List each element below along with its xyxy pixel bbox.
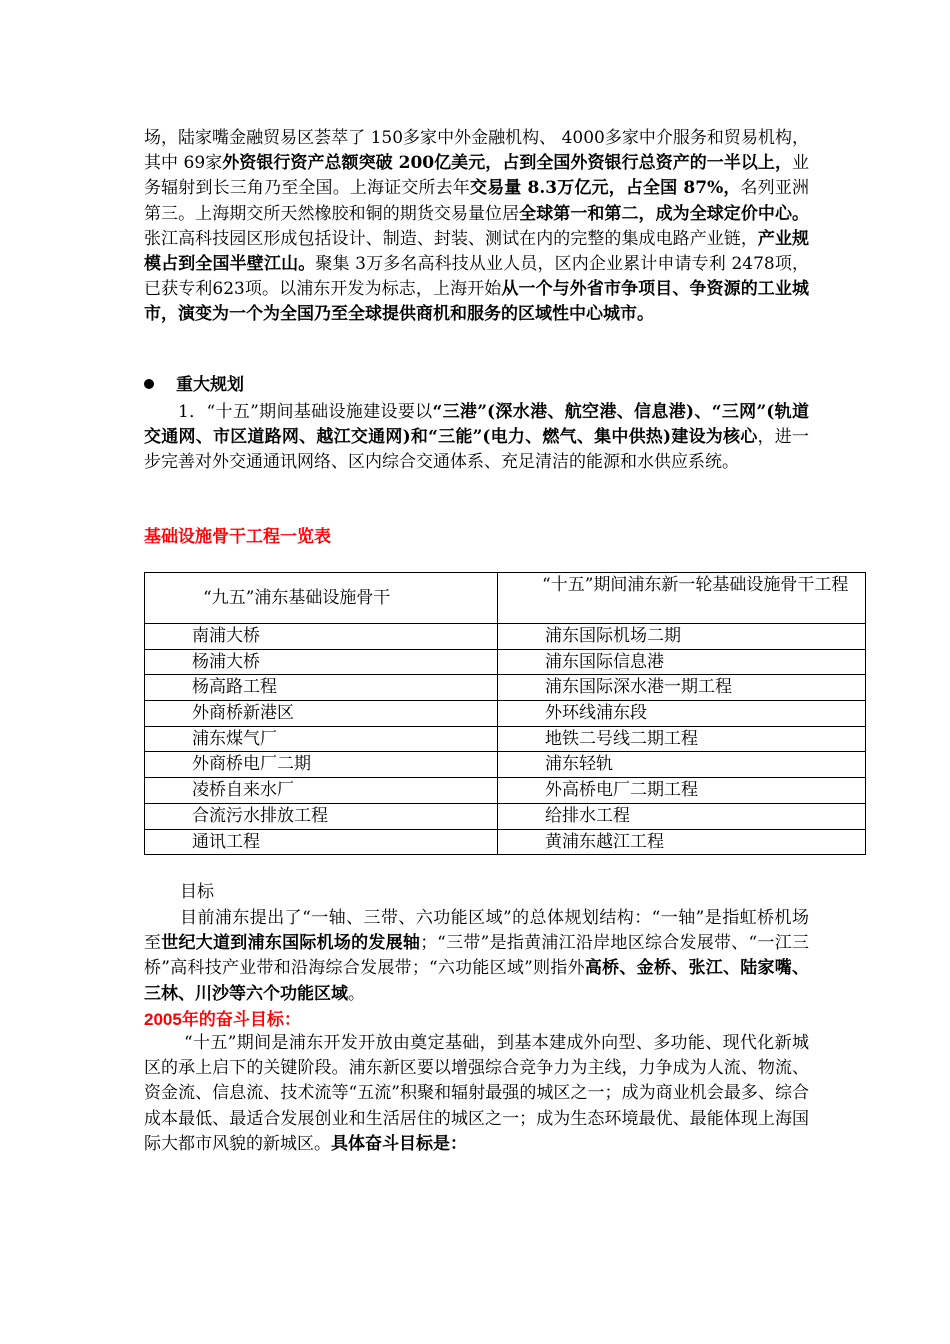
cell-tenth-plan-project: 浦东国际信息港 [498,649,866,675]
header-cell-tenth-plan: “十五”期间浦东新一轮基础设施骨干工程 [498,573,866,624]
table-row [145,752,866,778]
table-row [145,624,866,650]
text-run: 场，陆家嘴金融贸易区荟萃了 150多家中外金融机构、 4000多家中介服务和贸易机构，其中 69家 [144,128,809,174]
text-run: 目前浦东提出了“一轴、三带、六功能区域”的总体规划结构：“一轴”是指虹桥机场至 [144,908,809,954]
cell-ninth-plan-project: 合流污水排放工程 [145,803,498,829]
planning-heading-text: 重大规划 [176,375,244,395]
cell-ninth-plan-project: 杨浦大桥 [145,649,498,675]
cell-ninth-plan-project: 浦东煤气厂 [145,726,498,752]
bold-text-run: 高桥、金桥、张江、陆家嘴、三林、川沙等六个功能区域 [144,958,810,1004]
cell-tenth-plan-project: 浦东轻轨 [498,752,866,778]
table-row [145,726,866,752]
bullet-dot-icon [144,379,154,389]
cell-ninth-plan-project: 凌桥自来水厂 [145,778,498,804]
table-row [145,675,866,701]
bold-text-run: “三港”(深水港、航空港、信息港)、“三网”(轨道交通网、市区道路网、越江交通网)和“三能”(电力、燃气、集中供热)建设为核心 [144,402,809,448]
table-row [145,829,866,855]
text-run: ；“三带”是指黄浦江沿岸地区综合发展带、“一江三桥”高科技产业带和沿海综合发展带；“六功能区域”则指外 [144,933,810,979]
goal-paragraph [144,906,809,1007]
text-run: 张江高科技园区形成包括设计、制造、封装、测试在内的完整的集成电路产业链， [144,228,758,249]
goal-label: 目标 [180,882,214,902]
text-run: 聚集 3万多名高科技从业人员，区内企业累计申请专利 2478项，已获专利623项。以浦东开发为标志，上海开始 [144,254,810,300]
bold-text-run: 从一个与外省市争项目、争资源的工业城市，演变为一个为全国乃至全球提供商机和服务的区域性中心城市。 [144,279,810,325]
infrastructure-table [144,572,866,855]
target-2005-paragraph [144,1031,809,1157]
bold-text-run: 交易量 8.3万亿元，占全国 87%， [469,178,741,199]
planning-paragraph [144,400,809,476]
header-cell-ninth-plan: “九五”浦东基础设施骨干 [145,573,498,624]
table-row [145,803,866,829]
cell-tenth-plan-project: 黄浦东越江工程 [498,829,866,855]
text-run: ，进一步完善对外交通通讯网络、区内综合交通体系、充足清洁的能源和水供应系统。 [144,427,810,473]
table-header-row [145,573,866,624]
cell-ninth-plan-project: 通讯工程 [145,829,498,855]
planning-heading [144,372,244,398]
table-row [145,778,866,804]
table-title: 基础设施骨干工程一览表 [144,527,331,547]
text-run: 业务辐射到长三角乃至全国。上海证交所去年 [144,153,809,199]
cell-ninth-plan-project: 外商桥电厂二期 [145,752,498,778]
cell-tenth-plan-project: 浦东国际深水港一期工程 [498,675,866,701]
bold-text-run: 世纪大道到浦东国际机场的发展轴 [161,933,421,954]
cell-ninth-plan-project: 外商桥新港区 [145,701,498,727]
bold-text-run: 外资银行资产总额突破 200亿美元，占到全国外资银行总资产的一半以上， [222,153,792,174]
table-row [145,701,866,727]
cell-tenth-plan-project: 外高桥电厂二期工程 [498,778,866,804]
text-run: 1．“十五”期间基础设施建设要以 [178,402,433,422]
text-run: 。 [348,983,365,1004]
cell-ninth-plan-project: 南浦大桥 [145,624,498,650]
text-run: 名列亚洲第三。上海期交所天然橡胶和铜的期货交易量位居 [144,178,809,224]
cell-tenth-plan-project: 外环线浦东段 [498,701,866,727]
table-row [145,649,866,675]
cell-ninth-plan-project: 杨高路工程 [145,675,498,701]
cell-tenth-plan-project: 地铁二号线二期工程 [498,726,866,752]
bold-text-run: 产业规模占到全国半壁江山。 [144,228,810,275]
bold-text-run: 具体奋斗目标是： [331,1133,467,1154]
text-run: “十五”期间是浦东开发开放由奠定基础，到基本建成外向型、多功能、现代化新城区的承上启下的关键阶段。浦东新区要以增强综合竞争力为主线，力争成为人流、物流、资金流、信息流、技术流等“五流”积聚和辐射最强的城区之一；成为商业机会最多、综合成本最低、最适合发展创业和生活居住的城区之一；成为生态环境最优、最能体现上海国际大都市风貌的新城区。 [144,1033,809,1154]
bold-text-run: 全球第一和第二，成为全球定价中心。 [519,203,810,224]
target-2005-heading: 2005年的奋斗目标： [144,1010,301,1029]
intro-paragraph [144,126,809,328]
cell-tenth-plan-project: 浦东国际机场二期 [498,624,866,650]
cell-tenth-plan-project: 给排水工程 [498,803,866,829]
table-body [145,624,866,855]
